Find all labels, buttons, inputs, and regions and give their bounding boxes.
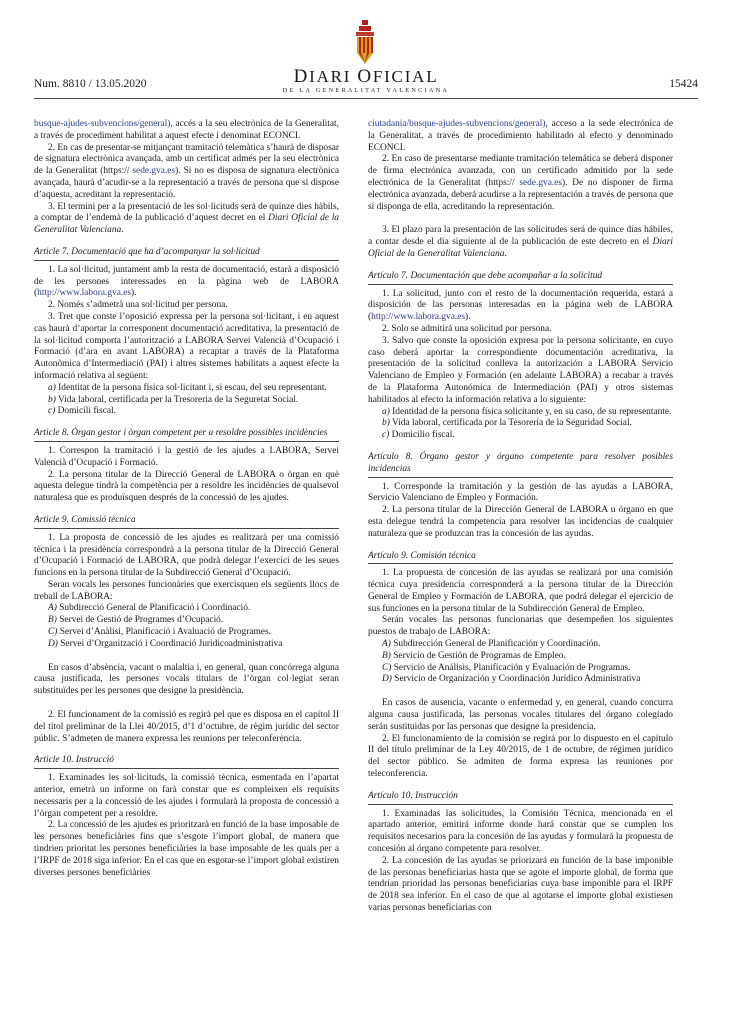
masthead-title: DIARI OFICIAL xyxy=(293,66,439,87)
paragraph: 3. Salvo que conste la oposición expresa por la persona solicitante, en cuyo caso deberá aportar la correspondiente documentación acreditativa, la presentación de la solicitud conlleva la autorización a LABORA Servicio Valenciano de Empleo y Formación (en adelante LABORA) a recabar a través de la Plataforma Autonómica de Intermediación (PAI) y otros sistemas habilitados al efecto la información relativa a lo siguiente: xyxy=(368,335,673,405)
paragraph: 3. El termini per a la presentació de les sol·licituds serà de quinze dies hàbils, a comptar de l’endemà de la publicació d’aquest decret en el Diari Oficial de la Generalitat Valenciana. xyxy=(34,201,339,236)
paragraph: 1. La solicitud, junto con el resto de la documentación requerida, estará a disposición de las personas interesadas en la página web de LABORA (http://www.labora.gva.es). xyxy=(368,288,673,323)
paragraph: Seran vocals les persones funcionàries que exercisquen els següents llocs de treball de LABORA: xyxy=(34,579,339,602)
paragraph: 1. La propuesta de concesión de las ayudas se realizará por una comisión técnica cuya presidencia corresponderá a la persona titular de la Dirección General de Empleo y Formación de LABORA, que podrá delegar el ejercicio de sus funciones en la persona titular de la Subdirección General de Empleo. xyxy=(368,568,673,614)
masthead-subtitle: DE LA GENERALITAT VALENCIANA xyxy=(282,87,450,94)
list-item: D) Servei d’Organització i Coordinació Juridicoadministrativa xyxy=(48,638,283,649)
column-valencian xyxy=(34,119,339,879)
paragraph: 1. Examinadas las solicitudes, la Comisión Técnica, mencionada en el apartado anterior, emitirá informe donde hará constar que se cumplen los requisitos necesarios para la concesión de las ayudas y formulará la propuesta de concesión al órgano competente para resolver. xyxy=(368,808,673,855)
paragraph: 2. El funcionament de la comissió es regirà pel que es disposa en el capítol II del títol preliminar de la Llei 40/2015, d’1 d’octubre, de règim jurídic del sector públic. S’admeten de manera expressa les reunions per teleconferència. xyxy=(34,710,339,744)
list-item: b) Vida laboral, certificada per la Tresoreria de la Seguretat Social. xyxy=(48,394,299,405)
spacer xyxy=(34,651,339,663)
article-heading: Article 7. Documentació que ha d’acompanyar la sol·licitud xyxy=(34,247,339,261)
spacer xyxy=(368,686,673,698)
list-item: A) Subdirecció General de Planificació i Coordinació. xyxy=(48,603,251,614)
paragraph: 1. Corresponde la tramitación y la gestión de las ayudas a LABORA, Servicio Valenciano de Empleo y Formación. xyxy=(368,481,673,504)
link[interactable]: http://www.labora.gva.es xyxy=(371,312,466,323)
list-item: c) Domicili fiscal. xyxy=(48,406,116,417)
paragraph: 2. El funcionamiento de la comisión se regirá por lo dispuesto en el capítulo II del título preliminar de la Ley 40/2015, de 1 de octubre, de régimen jurídico del sector público. Se admiten de forma expresa las reuniones por teleconferencia. xyxy=(368,733,673,780)
article-heading: Artículo 10. Instrucción xyxy=(368,791,673,805)
paragraph: ciutadania/busque-ajudes-subvencions/general), acceso a la sede electrónica de la Generalitat, a través de procedimiento habilitado al efecto y denominado ECONCI. xyxy=(368,119,673,153)
list-item: D) Servicio de Organización y Coordinación Jurídico Administrativa xyxy=(382,674,641,685)
list-item: B) Servei de Gestió de Programes d’Ocupació. xyxy=(48,615,224,626)
link[interactable]: sede.gva.es xyxy=(519,177,563,188)
list-item: c) Domicilio fiscal. xyxy=(382,430,455,441)
paragraph: 2. En cas de presentar-se mitjançant tramitació telemàtica s’haurà de disposar de signatura electrònica avançada, amb un certificat admés per la seu electrònica de la Generalitat (https:// sede.gva.es). Si no es disposa de signatura electrònica avançada, haurà d’acudir-se a la representació a través de persona que sí dispose d’aquesta, acreditant la representació. xyxy=(34,142,339,200)
issue-number: Num. 8810 / 13.05.2020 xyxy=(34,78,147,90)
paragraph: 2. Només s’admetrà una sol·licitud per persona. xyxy=(48,300,228,311)
article-heading: Article 9. Comissió tècnica xyxy=(34,515,339,529)
list-item: A) Subdirección General de Planificación y Coordinación. xyxy=(382,639,601,650)
list-item: C) Servicio de Análisis, Planificación y Evaluación de Programas. xyxy=(382,662,631,673)
list-item: a) Identitat de la persona física sol·licitant i, si escau, del seu representant. xyxy=(48,382,327,393)
spacer xyxy=(34,698,339,710)
paragraph: En casos d’absència, vacant o malaltia i, en general, quan concórrega alguna causa justificada, les persones vocals titulars de l’òrgan col·legiat seran substituïdes per les persones que designe la presidència. xyxy=(34,662,339,697)
paragraph: 1. Examinades les sol·licituds, la comissió tècnica, esmentada en l’apartat anterior, emetrà un informe on farà constar que es compleixen els requisits necessaris per a la concessió de les ajudes i formularà la proposta de concessió a l’òrgan competent per a resoldre. xyxy=(34,773,339,819)
page-header xyxy=(34,18,698,100)
paragraph: 1. La proposta de concessió de les ajudes es realitzarà per una comissió tècnica i la presidència correspondrà a la persona titular de la Direcció General d’Ocupació i Formació de LABORA, que podrà delegar l’exercici de les seues funcions en la persona titular de la Subdirecció General d’Ocupació. xyxy=(34,532,339,579)
paragraph: 2. En caso de presentarse mediante tramitación telemática se deberá disponer de firma electrónica avanzada, con un certificado admitido por la sede electrónica de la Generalitat (https:// sede.gva.es). De no disponer de firma electrónica avanzada, deberá acudirse a la representación a través de persona que sí disponga de ella, acreditando la representación. xyxy=(368,154,673,212)
link[interactable]: ciutadania/busque-ajudes-subvencions/general) xyxy=(368,119,546,129)
page-number: 15424 xyxy=(669,78,698,90)
paragraph: 2. Solo se admitirá una solicitud por persona. xyxy=(382,323,552,334)
column-spanish xyxy=(368,119,673,915)
list-item: b) Vida laboral, certificada por la Tesorería de la Seguridad Social. xyxy=(382,418,632,429)
paragraph: Serán vocales las personas funcionarias que desempeñen los siguientes puestos de trabajo de LABORA: xyxy=(368,615,673,638)
article-heading: Artículo 9. Comisión técnica xyxy=(368,551,673,565)
generalitat-shield-icon xyxy=(346,20,384,68)
paragraph: 3. Tret que conste l’oposició expressa per la persona sol·licitant, i en aquest cas haurà d’aportar la corresponent documentació acreditativa, la presentació de la sol·licitud comporta l’autorització a LABORA Servei Valencià d’Ocupació i Formació (d’ara en avant LABORA) a recaptar a través de la Plataforma Autonòmica d’Intermediació (PAI) i altres sistemes habilitats a aquest efecte la informació relativa al següent: xyxy=(34,311,339,381)
link[interactable]: http://www.labora.gva.es xyxy=(37,288,132,299)
link[interactable]: busque-ajudes-subvencions/general) xyxy=(34,119,171,129)
paragraph: 1. La sol·licitud, juntament amb la resta de documentació, estarà a disposició de les persones interessades en la pàgina web de LABORA (http://www.labora.gva.es). xyxy=(34,264,339,299)
spacer xyxy=(368,213,673,225)
paragraph: 2. La concessió de les ajudes es prioritzarà en funció de la base imposable de les persones beneficiàries fins que s’esgote l’import global, de manera que tindrien prioritat les persones beneficiàries la base imposable de les quals per a l’IRPF de 2018 siga inferior. En el cas que en esgotar-se l’import global existiren diverses persones beneficiàries xyxy=(34,820,339,878)
paragraph: 2. La persona titular de la Direcció General de LABORA o òrgan en què aquesta delegue tindrà la competència per a resoldre les incidències de qualsevol naturalesa que es produïsquen després de la concessió de les ajudes. xyxy=(34,469,339,504)
list-item: B) Servicio de Gestión de Programas de Empleo. xyxy=(382,650,566,661)
paragraph: 2. La persona titular de la Dirección General de LABORA u órgano en que esta delegue tendrá la competencia para resolver las incidencias de cualquier naturaleza que se produzcan tras la concesión de las ayudas. xyxy=(368,505,673,539)
list-item: a) Identidad de la persona física solicitante y, en su caso, de su representante. xyxy=(382,406,672,417)
article-heading: Artículo 7. Documentación que debe acompañar a la solicitud xyxy=(368,271,673,285)
header-rule xyxy=(34,98,698,99)
link[interactable]: sede.gva.es xyxy=(132,166,176,177)
paragraph: En casos de ausencia, vacante o enfermedad y, en general, cuando concurra alguna causa justificada, las personas vocales titulares del órgano colegiado serán sustituidas por las personas que designe la presidencia. xyxy=(368,698,673,732)
paragraph: 2. La concesión de las ayudas se priorizará en función de la base imponible de las personas beneficiarias hasta que se agote el importe global, de forma que tendrían prioridad las personas beneficiarias cuya base imponible para el IRPF de 2018 sea inferior. En el caso de que al agotarse el importe global existiesen varias personas beneficiarias con xyxy=(368,855,673,914)
article-heading: Article 8. Òrgan gestor i òrgan competent per a resoldre possibles incidències xyxy=(34,428,339,442)
paragraph: 3. El plazo para la presentación de las solicitudes será de quince días hábiles, a contar desde el día siguiente al de la publicación de este decreto en el Diari Oficial de la Generalitat Valenciana. xyxy=(368,225,673,259)
paragraph: 1. Correspon la tramitació i la gestió de les ajudes a LABORA, Servei Valencià d’Ocupació i Formació. xyxy=(34,445,339,468)
article-heading: Artículo 8. Órgano gestor y órgano competente para resolver posibles incidencias xyxy=(368,452,673,478)
list-item: C) Servei d’Anàlisi, Planificació i Avaluació de Programes. xyxy=(48,627,271,638)
paragraph: busque-ajudes-subvencions/general), accés a la seu electrònica de la Generalitat, a través de procediment habilitat a aquest efecte i denominat ECONCI. xyxy=(34,119,339,141)
article-heading: Article 10. Instrucció xyxy=(34,755,339,769)
